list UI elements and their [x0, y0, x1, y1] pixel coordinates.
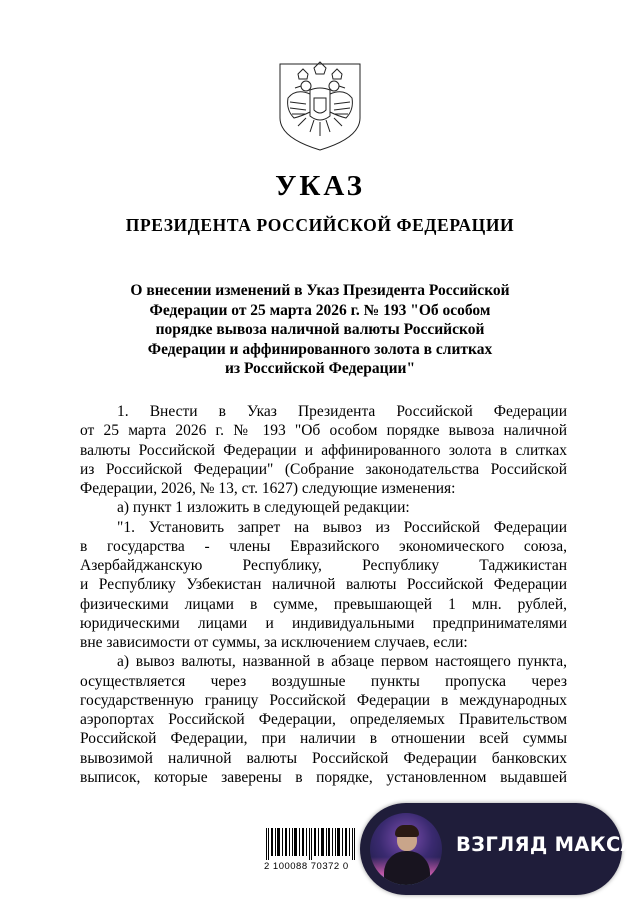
body-line: а) вывоз валюты, названной в абзаце первом настоящего пункта, [117, 653, 567, 671]
body-line: Федерации, 2026, № 13, ст. 1627) следующие изменения: [80, 480, 456, 497]
heading-line: порядке вывоза наличной валюты Российской [155, 321, 485, 339]
heading-line: Федерации и аффинированного золота в слитках [147, 340, 493, 358]
document-title: УКАЗ [275, 170, 365, 202]
body-line: Азербайджанскую Республику, Республику Таджикистан [80, 557, 567, 574]
body-line: "1. Установить запрет на вывоз из Российской Федерации [117, 518, 567, 536]
barcode [264, 818, 364, 872]
body-line: и Республику Узбекистан наличной валюты Российской Федерации [80, 576, 567, 594]
decree-heading [110, 281, 530, 379]
body-line: из Российской Федерации" (Собрание законодательства Российской [80, 460, 567, 478]
body-line: юридическими лицами и индивидуальными предпринимателями [80, 614, 567, 632]
coat-of-arms-icon [276, 58, 364, 152]
decree-body [80, 402, 567, 787]
channel-watermark [360, 803, 636, 895]
body-line: выписок, которые заверены в порядке, установленном выдавшей [80, 768, 567, 786]
body-line: государственную границу Российской Федерации в международных [80, 691, 567, 709]
channel-avatar [370, 813, 442, 885]
channel-name: ВЗГЛЯД МАКСА [456, 833, 636, 856]
heading-line: Федерации от 25 марта 2026 г. № 193 "Об особом [149, 301, 491, 319]
body-line: 1. Внести в Указ Президента Российской Федерации [117, 403, 567, 420]
body-line: валюты Российской Федерации и аффинированного золота в слитках [80, 441, 567, 459]
body-line: вывозимой наличной валюты Российской Федерации банковских [80, 749, 567, 767]
body-line: физическими лицами в сумме, превышающей 1 млн. рублей, [80, 595, 567, 613]
body-line: Российской Федерации, при наличии в отношении всей суммы [80, 730, 567, 748]
barcode-number: 2 100088 70372 0 [264, 861, 349, 872]
body-line: вне зависимости от суммы, за исключением случаев, если: [80, 634, 468, 651]
heading-line: О внесении изменений в Указ Президента Российской [130, 282, 510, 299]
body-line: от 25 марта 2026 г. № 193 "Об особом порядке вывоза наличной [80, 422, 567, 440]
document-subtitle: ПРЕЗИДЕНТА РОССИЙСКОЙ ФЕДЕРАЦИИ [125, 215, 515, 235]
body-line: в государства - члены Евразийского экономического союза, [80, 537, 567, 555]
barcode-bars [266, 828, 362, 860]
body-line: осуществляется через воздушные пункты пропуска через [80, 672, 567, 690]
heading-line: из Российской Федерации" [224, 360, 416, 378]
body-line: а) пункт 1 изложить в следующей редакции: [117, 499, 410, 517]
body-line: аэропортах Российской Федерации, определяемых Правительством [80, 711, 567, 728]
